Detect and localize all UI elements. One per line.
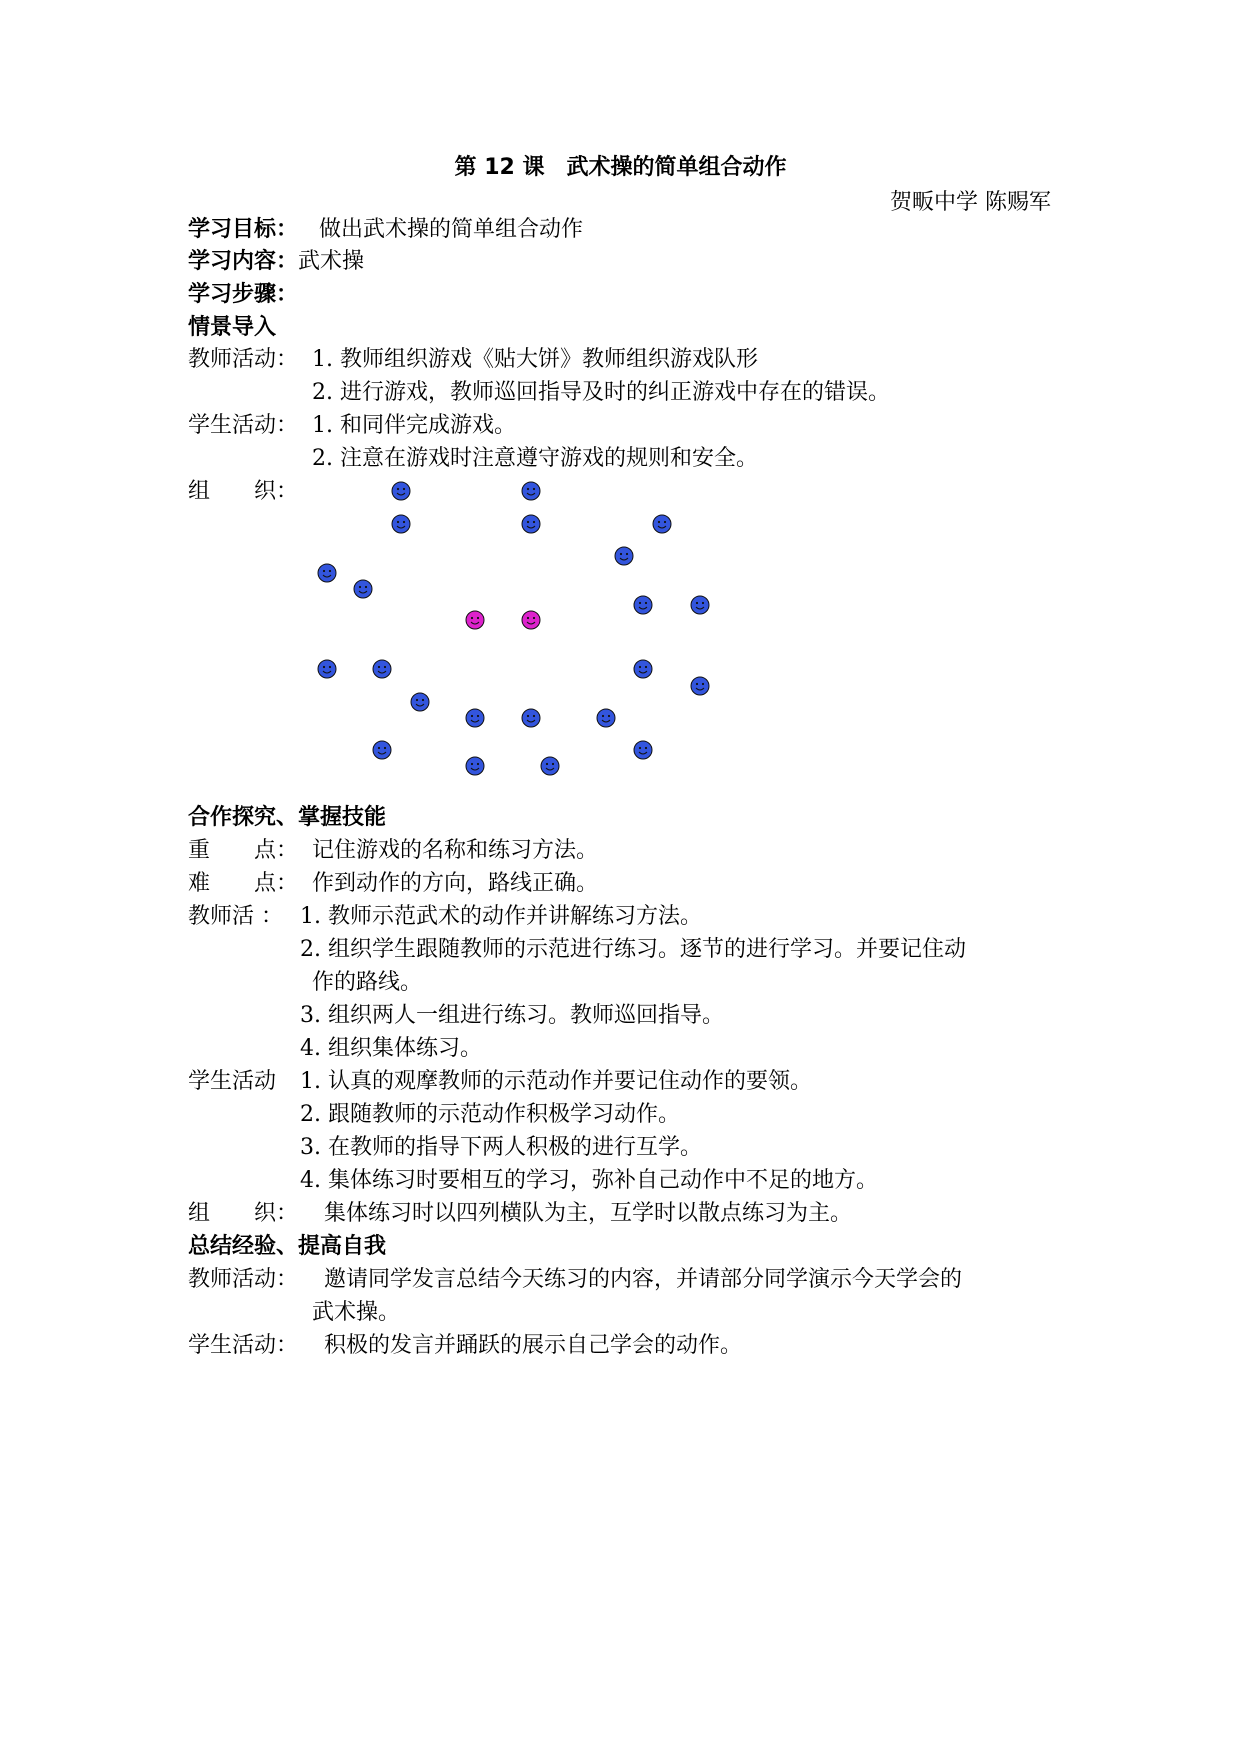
student-face-icon <box>392 515 410 533</box>
sec1-teacher-line-2: 2. 进行游戏，教师巡回指导及时的纠正游戏中存在的错误。 <box>312 380 890 405</box>
student-face-icon <box>522 515 540 533</box>
sec2-student-label: 学生活动 <box>188 1069 277 1094</box>
student-face-icon <box>354 580 372 598</box>
sec2-teacher-line-3: 3. 组织两人一组进行练习。教师巡回指导。 <box>300 1003 724 1028</box>
sec2-student-line-2: 2. 跟随教师的示范动作积极学习动作。 <box>300 1102 680 1127</box>
student-face-icon <box>318 564 336 582</box>
student-face-icon <box>615 547 633 565</box>
sec1-org-label: 组 织： <box>188 479 299 504</box>
sec2-student-line-3: 3. 在教师的指导下两人积极的进行互学。 <box>300 1135 702 1160</box>
sec3-teacher-line-1: 邀请同学发言总结今天练习的内容，并请部分同学演示今天学会的 <box>324 1267 963 1292</box>
objective-text: 做出武术操的简单组合动作 <box>319 217 584 242</box>
objective-label: 学习目标： <box>188 217 299 242</box>
difficulty-label: 难 点： <box>188 871 299 896</box>
student-face-icon <box>373 660 391 678</box>
sec3-student-text: 积极的发言并踊跃的展示自己学会的动作。 <box>324 1333 743 1358</box>
student-face-icon <box>392 482 410 500</box>
student-face-icon <box>411 693 429 711</box>
sec3-teacher-line-2: 武术操。 <box>312 1300 401 1325</box>
sec2-student-line-1: 1. 认真的观摩教师的示范动作并要记住动作的要领。 <box>300 1069 812 1094</box>
student-face-icon <box>691 596 709 614</box>
sec1-student-line-1: 1. 和同伴完成游戏。 <box>312 413 516 438</box>
content-text: 武术操 <box>298 249 365 274</box>
content-label: 学习内容： <box>188 249 299 274</box>
student-face-icon <box>466 709 484 727</box>
student-face-icon <box>653 515 671 533</box>
sec1-student-label: 学生活动： <box>188 413 299 438</box>
section1-heading: 情景导入 <box>188 315 277 340</box>
sec3-student-label: 学生活动： <box>188 1333 299 1358</box>
student-face-icon <box>522 482 540 500</box>
sec2-org-label: 组 织： <box>188 1201 299 1226</box>
student-face-icon <box>522 709 540 727</box>
section2-heading: 合作探究、掌握技能 <box>188 805 387 830</box>
key-point-label: 重 点： <box>188 838 299 863</box>
sec2-student-line-4: 4. 集体练习时要相互的学习，弥补自己动作中不足的地方。 <box>300 1168 878 1193</box>
student-face-icon <box>634 741 652 759</box>
sec1-teacher-line-1: 1. 教师组织游戏《贴大饼》教师组织游戏队形 <box>312 347 758 372</box>
sec2-teacher-line-4: 4. 组织集体练习。 <box>300 1036 482 1061</box>
student-face-icon <box>634 596 652 614</box>
sec1-student-line-2: 2. 注意在游戏时注意遵守游戏的规则和安全。 <box>312 446 758 471</box>
author-line: 贺畈中学 陈赐军 <box>890 190 1051 215</box>
sec3-teacher-label: 教师活动： <box>188 1267 299 1292</box>
sec2-org-text: 集体练习时以四列横队为主，互学时以散点练习为主。 <box>324 1201 853 1226</box>
sec2-teacher-line-2: 2. 组织学生跟随教师的示范进行练习。逐节的进行学习。并要记住动 <box>300 937 966 962</box>
student-face-icon <box>466 757 484 775</box>
formation-diagram <box>0 0 1241 800</box>
sec1-teacher-label: 教师活动： <box>188 347 299 372</box>
student-face-icon <box>318 660 336 678</box>
teacher-face-icon <box>522 611 540 629</box>
steps-label: 学习步骤： <box>188 282 299 307</box>
sec2-teacher-line-1: 1. 教师示范武术的动作并讲解练习方法。 <box>300 904 702 929</box>
key-point-text: 记住游戏的名称和练习方法。 <box>312 838 599 863</box>
student-face-icon <box>373 741 391 759</box>
teacher-face-icon <box>466 611 484 629</box>
sec2-teacher-label: 教师活 ： <box>188 904 283 929</box>
student-face-icon <box>541 757 559 775</box>
sec2-teacher-line-2-cont: 作的路线。 <box>312 970 423 995</box>
difficulty-text: 作到动作的方向，路线正确。 <box>312 871 599 896</box>
student-face-icon <box>691 677 709 695</box>
page-title: 第 12 课 武术操的简单组合动作 <box>454 155 787 180</box>
student-face-icon <box>597 709 615 727</box>
student-face-icon <box>634 660 652 678</box>
section3-heading: 总结经验、提高自我 <box>188 1234 387 1259</box>
